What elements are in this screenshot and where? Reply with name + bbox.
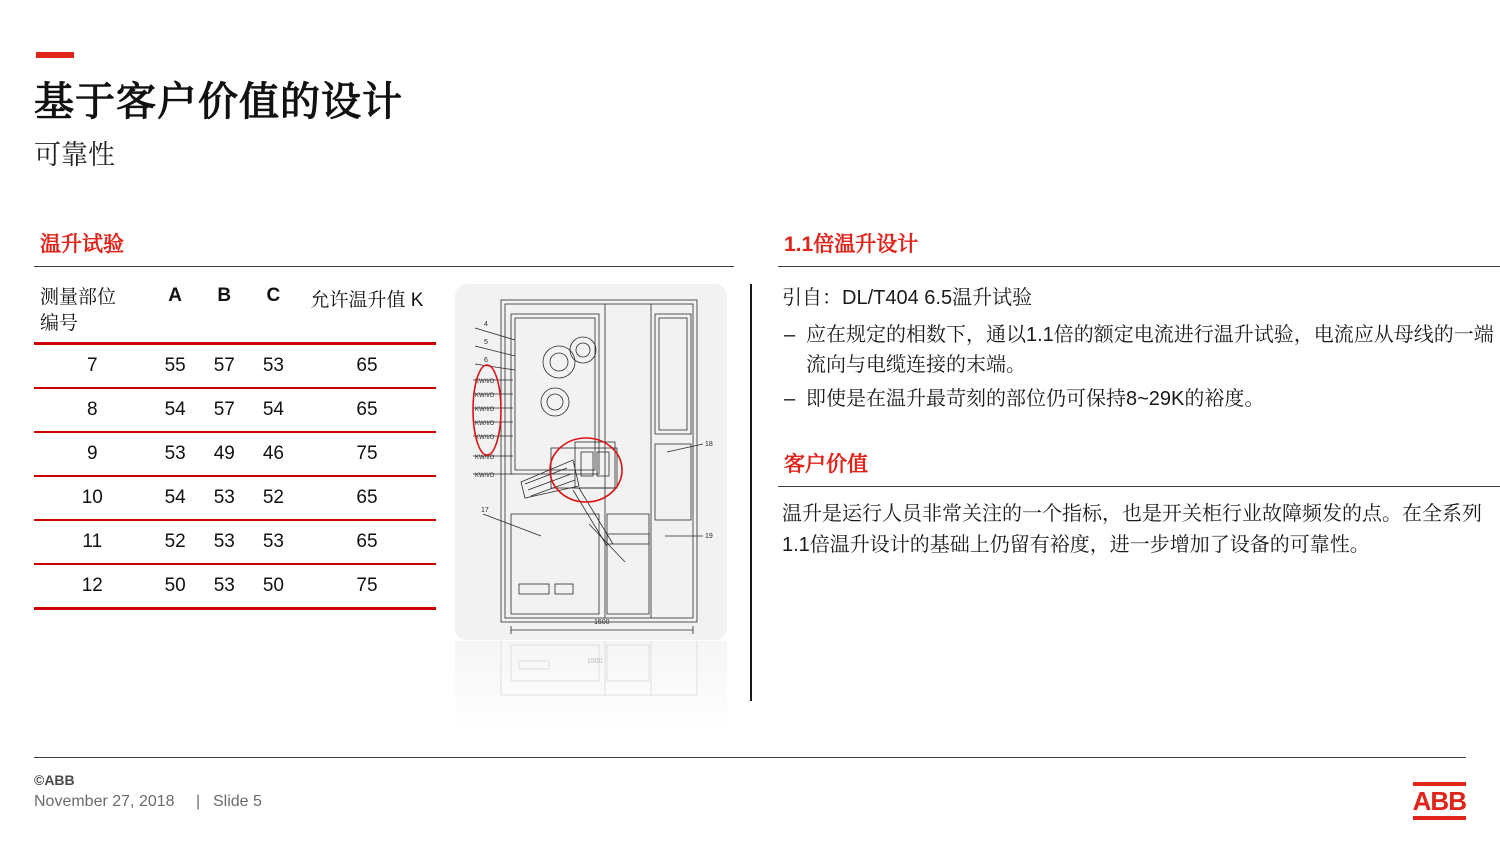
list-item: – 即使是在温升最苛刻的部位仍可保持8~29K的裕度。 [778, 384, 1500, 414]
page-subtitle: 可靠性 [34, 140, 115, 170]
left-section-divider [34, 266, 734, 267]
right-column [778, 228, 1500, 561]
callout-6: 6 [484, 357, 488, 364]
footer-separator: | [196, 793, 201, 810]
svg-text:1500: 1500 [587, 658, 603, 665]
table-header-row [34, 281, 436, 344]
dimension-label: 1500 [594, 619, 610, 626]
drawing-reflection [455, 641, 727, 733]
table-row [34, 432, 436, 476]
svg-text:KW/I/O: KW/I/O [475, 421, 495, 427]
callout-18: 18 [705, 441, 713, 448]
switchgear-drawing-svg [455, 284, 727, 640]
cell-limit: 65 [298, 520, 436, 564]
switchgear-cutaway-drawing [455, 284, 727, 640]
abb-logo: ABB [1413, 782, 1466, 820]
header-measurement-point-line2: 编号 [40, 312, 79, 334]
cell-b: 49 [200, 432, 249, 476]
header-allowed-limit: 允许温升值 K [310, 290, 424, 311]
cell-id: 9 [34, 432, 151, 476]
temperature-rise-table [34, 281, 436, 610]
table-row [34, 564, 436, 609]
cell-limit: 75 [298, 432, 436, 476]
right-section2-title: 客户价值 [784, 453, 868, 476]
right-section1-divider [778, 266, 1500, 267]
header-measurement-point-line1: 测量部位 [40, 287, 117, 308]
left-section-title: 温升试验 [40, 233, 124, 256]
table-row [34, 388, 436, 432]
header-phase-a: A [168, 285, 183, 306]
section1-bullet-list [778, 320, 1500, 414]
cell-a: 54 [151, 476, 200, 520]
cell-c: 50 [249, 564, 298, 609]
cell-limit: 65 [298, 388, 436, 432]
header-phase-b: B [217, 285, 232, 306]
cell-c: 53 [249, 520, 298, 564]
cell-b: 57 [200, 344, 249, 389]
callout-19: 19 [705, 533, 713, 540]
cell-id: 12 [34, 564, 151, 609]
right-section1-title: 1.1倍温升设计 [784, 233, 919, 256]
cell-limit: 75 [298, 564, 436, 609]
section2-body: 温升是运行人员非常关注的一个指标，也是开关柜行业故障频发的点。在全系列1.1倍温升设计的基础上仍留有裕度，进一步增加了设备的可靠性。 [782, 503, 1482, 556]
cell-a: 52 [151, 520, 200, 564]
svg-text:KW/I/O: KW/I/O [475, 379, 495, 385]
cell-limit: 65 [298, 476, 436, 520]
header-measurement-point [34, 281, 151, 344]
cell-a: 53 [151, 432, 200, 476]
svg-text:KW/I/O: KW/I/O [475, 407, 495, 413]
cell-b: 53 [200, 564, 249, 609]
svg-text:KW/I/O: KW/I/O [475, 393, 495, 399]
footer-slide-number: Slide 5 [213, 793, 262, 810]
title-accent-dash [36, 52, 74, 58]
cell-b: 53 [200, 520, 249, 564]
svg-text:KW/I/O: KW/I/O [475, 455, 495, 461]
cell-id: 8 [34, 388, 151, 432]
right-section2-divider [778, 486, 1500, 487]
footer-date: November 27, 2018 [34, 793, 175, 810]
cell-b: 57 [200, 388, 249, 432]
cell-c: 54 [249, 388, 298, 432]
callout-5: 5 [484, 339, 488, 346]
cell-c: 53 [249, 344, 298, 389]
footer-copyright: ©ABB [34, 772, 75, 788]
cell-limit: 65 [298, 344, 436, 389]
cell-b: 53 [200, 476, 249, 520]
drawing-reflection-svg [455, 641, 727, 733]
cell-a: 54 [151, 388, 200, 432]
cell-id: 10 [34, 476, 151, 520]
callout-17: 17 [481, 507, 489, 514]
page-title: 基于客户价值的设计 [34, 80, 403, 124]
section1-intro: 引自：DL/T404 6.5温升试验 [782, 287, 1033, 309]
footer-divider [34, 757, 1466, 758]
svg-text:KW/I/O: KW/I/O [475, 435, 495, 441]
cell-id: 7 [34, 344, 151, 389]
column-divider [750, 284, 752, 701]
list-item: – 应在规定的相数下，通以1.1倍的额定电流进行温升试验，电流应从母线的一端流向与电缆连接的末端。 [778, 320, 1500, 380]
table-row [34, 520, 436, 564]
table-row [34, 476, 436, 520]
header-phase-c: C [266, 285, 281, 306]
cell-a: 55 [151, 344, 200, 389]
table-row [34, 344, 436, 389]
cell-c: 46 [249, 432, 298, 476]
cell-c: 52 [249, 476, 298, 520]
cell-a: 50 [151, 564, 200, 609]
cell-id: 11 [34, 520, 151, 564]
callout-4: 4 [484, 321, 488, 328]
svg-text:KW/I/O: KW/I/O [475, 473, 495, 479]
